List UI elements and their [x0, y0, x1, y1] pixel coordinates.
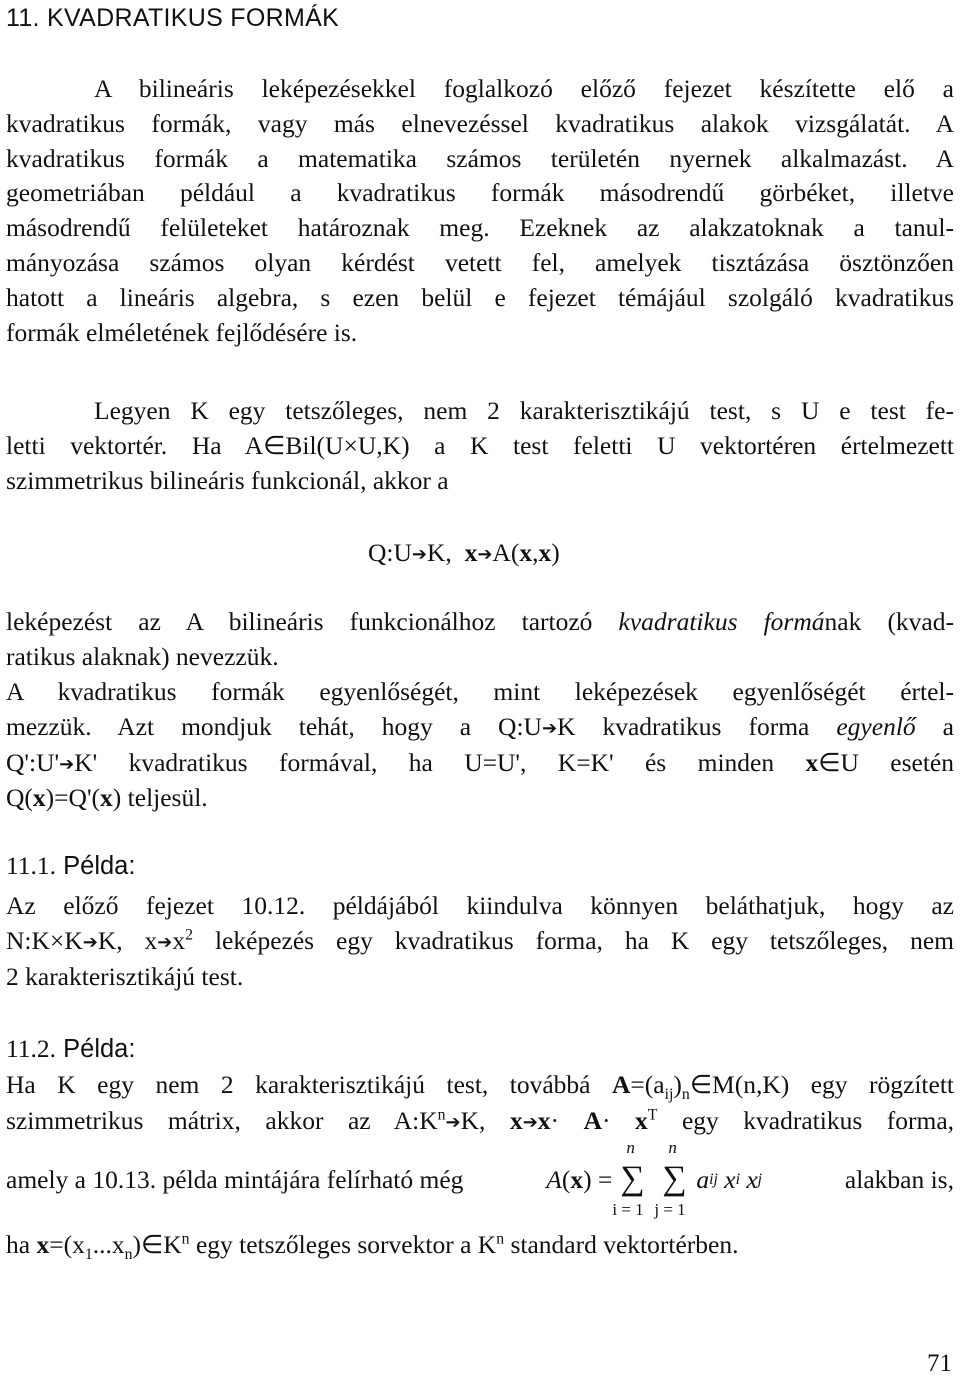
intro-line: kvadratikus formák, vagy más elnevezéssel kvadratikus alakok vizsgálatát. A [6, 108, 954, 138]
sum-symbol-i: n ∑ i = 1 [612, 1138, 645, 1219]
definition-line: szimmetrikus bilineáris funkcionál, akkor a [6, 465, 449, 495]
example-line: alakban is, [844, 1165, 954, 1194]
arrow-icon: ➔ [82, 931, 98, 952]
example-2-line-3 [6, 1138, 954, 1219]
example-2-line-2 [6, 1106, 954, 1136]
example-line: Ha K egy nem 2 karakterisztikájú test, továbbá $A=(a_{ij})_n\in M(n,K)$ egy rögzített [6, 1070, 954, 1104]
example-1-body [6, 889, 954, 994]
naming-paragraph [6, 605, 954, 675]
arrow-icon: ➔ [541, 717, 558, 738]
arrow-icon: ➔ [59, 753, 75, 774]
definition-paragraph [6, 394, 954, 498]
example-1-title: 11.1. Példa: [6, 851, 136, 880]
intro-line: másodrendű felületeket határoznak meg. Ezeknek az alakzatoknak a tanul- [6, 213, 954, 243]
intro-line: formák elméletének fejlődésére is. [6, 317, 358, 347]
example-line: Az előző fejezet 10.12. példájából kiindulva könnyen beláthatjuk, hogy az [6, 891, 954, 920]
arrow-icon: ➔ [157, 931, 173, 952]
example-line: amely a 10.13. példa mintájára felírható még [6, 1165, 464, 1194]
equality-line: mezzük. Azt mondjuk tehát, hogy a Q:U➔K kvadratikus forma egyenlő a [6, 711, 954, 741]
arrow-icon: ➔ [411, 544, 428, 564]
intro-line: A bilineáris leképezésekkel foglalkozó előző fejezet készítette elő a [94, 74, 954, 103]
chapter-heading: 11. KVADRATIKUS FORMÁK [6, 4, 340, 32]
example-line: szimmetrikus mátrix, akkor az $A:K^n➔K$, x➔x· $A\cdot x^T$ egy kvadratikus forma, [6, 1106, 955, 1135]
example-2-line-4: ha $x=(x_1...x_n)\in K^n$ egy tetszőleges sorvektor a $K^n$ standard vektortérben. [6, 1230, 739, 1264]
example-line: 2 karakterisztikájú test. [6, 961, 244, 991]
quadratic-form-formula: Q:U➔K, x➔A(x,x) [368, 538, 560, 567]
definition-line: letti vektortér. Ha A∈Bil(U×U,K) a K test feletti U vektortéren értelmezett [6, 430, 955, 460]
naming-line: leképezést az A bilineáris funkcionálhoz tartozó kvadratikus formának (kvad- [6, 607, 954, 636]
sum-symbol-j: n ∑ j = 1 [654, 1138, 687, 1219]
example-2-line-1 [6, 1070, 954, 1104]
intro-line: kvadratikus formák a matematika számos területén nyernek alkalmazást. A [6, 143, 954, 173]
equality-line: Q(x)=Q'(x) teljesül. [6, 783, 208, 813]
naming-line: ratikus alaknak) nevezzük. [6, 641, 279, 671]
double-sum-formula: A ( x ) = n ∑ i = 1 n ∑ j = 1 a ij x i x j [546, 1138, 763, 1219]
intro-line: mányozása számos olyan kérdést vetett fel, amelyek tisztázása ösztönzően [6, 247, 954, 277]
arrow-icon: ➔ [477, 544, 493, 564]
example-line: N:K×K➔K, $x➔x^2$ leképezés egy kvadratikus forma, ha K egy tetszőleges, nem [6, 925, 954, 955]
definition-line: Legyen K egy tetszőleges, nem 2 karakterisztikájú test, s U e test fe- [94, 396, 954, 425]
intro-paragraph [6, 72, 954, 350]
equality-line: Q':U'➔K' kvadratikus formával, ha U=U', K=K' és minden x∈U esetén [6, 747, 954, 777]
page-number: 71 [927, 1350, 952, 1377]
intro-line: hatott a lineáris algebra, s ezen belül e fejezet témájául szolgáló kvadratikus [6, 282, 954, 312]
equality-paragraph [6, 675, 954, 816]
equality-line: A kvadratikus formák egyenlőségét, mint leképezések egyenlőségét értel- [6, 677, 954, 706]
arrow-icon: ➔ [445, 1112, 461, 1132]
intro-line: geometriában például a kvadratikus formák másodrendű görbéket, illetve [6, 178, 954, 208]
example-2-title: 11.2. Példa: [6, 1034, 136, 1063]
arrow-icon: ➔ [522, 1112, 538, 1132]
